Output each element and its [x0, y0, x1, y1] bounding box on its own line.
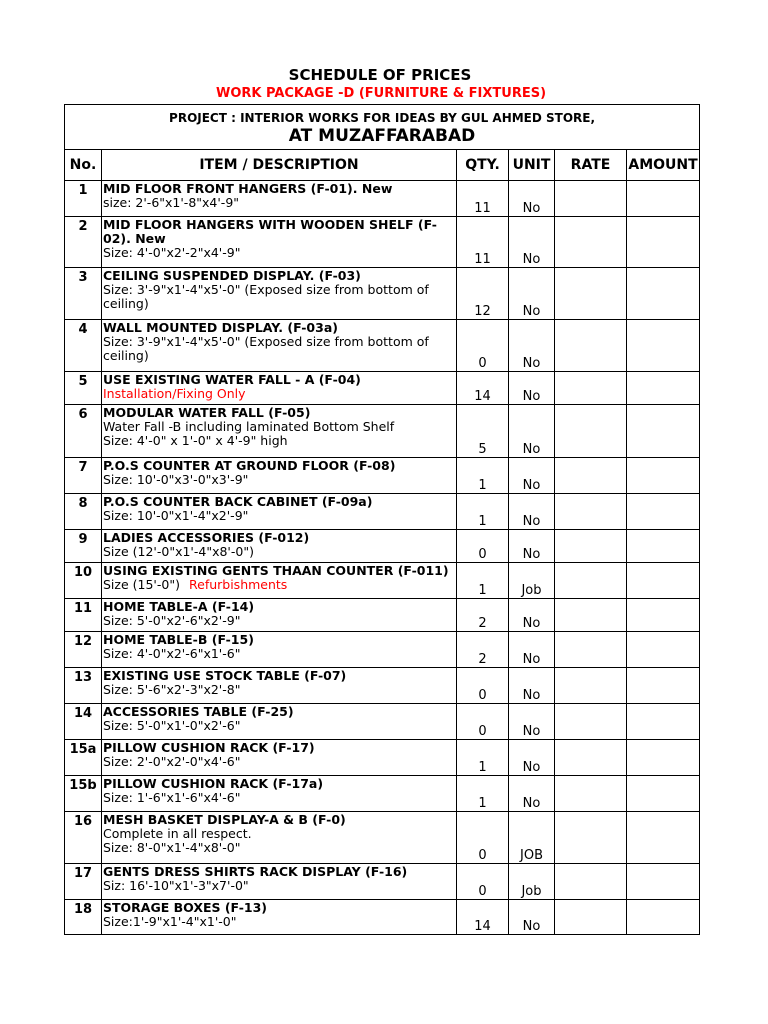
item-rate — [555, 900, 627, 935]
table-row — [65, 405, 700, 458]
item-unit: No — [509, 668, 555, 704]
table-row — [65, 704, 700, 740]
item-amount — [627, 900, 700, 935]
item-number: 11 — [65, 599, 102, 632]
table-row — [65, 900, 700, 935]
item-title: WALL MOUNTED DISPLAY. (F-03a) — [103, 320, 338, 335]
item-number: 13 — [65, 668, 102, 704]
col-header-amount: AMOUNT — [627, 150, 700, 181]
item-unit: No — [509, 217, 555, 268]
item-unit: Job — [509, 563, 555, 599]
item-number: 12 — [65, 632, 102, 668]
item-description — [102, 405, 457, 458]
item-description — [102, 458, 457, 494]
item-amount — [627, 812, 700, 864]
col-header-unit: UNIT — [509, 150, 555, 181]
item-unit: Job — [509, 864, 555, 900]
item-description — [102, 668, 457, 704]
item-amount — [627, 458, 700, 494]
item-unit: No — [509, 704, 555, 740]
item-rate — [555, 458, 627, 494]
item-spec: Size: 4'-0"x2'-6"x1'-6" — [103, 646, 241, 661]
table-row — [65, 812, 700, 864]
table-row — [65, 599, 700, 632]
table-row — [65, 632, 700, 668]
table-row — [65, 320, 700, 372]
item-spec: Size: 4'-0" x 1'-0" x 4'-9" high — [103, 433, 288, 448]
item-spec-with-note — [103, 578, 455, 592]
item-spec: Size: 8'-0"x1'-4"x8'-0" — [103, 840, 241, 855]
item-description — [102, 217, 457, 268]
item-note: Refurbishments — [189, 577, 288, 592]
item-number: 18 — [65, 900, 102, 935]
item-rate — [555, 217, 627, 268]
item-unit: No — [509, 405, 555, 458]
item-spec: Size: 4'-0"x2'-2"x4'-9" — [103, 245, 241, 260]
item-unit: No — [509, 372, 555, 405]
item-amount — [627, 268, 700, 320]
item-amount — [627, 372, 700, 405]
item-title: LADIES ACCESSORIES (F-012) — [103, 530, 310, 545]
item-qty: 0 — [457, 864, 509, 900]
document-title: SCHEDULE OF PRICES — [288, 66, 472, 84]
item-amount — [627, 668, 700, 704]
item-title: MESH BASKET DISPLAY-A & B (F-0) — [103, 812, 346, 827]
item-spec: Siz: 16'-10"x1'-3"x7'-0" — [103, 878, 249, 893]
item-description — [102, 268, 457, 320]
item-title: PILLOW CUSHION RACK (F-17a) — [103, 776, 324, 791]
item-rate — [555, 776, 627, 812]
item-title: USE EXISTING WATER FALL - A (F-04) — [103, 372, 361, 387]
item-qty: 1 — [457, 458, 509, 494]
item-qty: 1 — [457, 563, 509, 599]
item-number: 15b — [65, 776, 102, 812]
item-number: 6 — [65, 405, 102, 458]
item-amount — [627, 405, 700, 458]
item-description — [102, 181, 457, 217]
item-description — [102, 320, 457, 372]
item-amount — [627, 599, 700, 632]
item-spec: size: 2'-6"x1'-8"x4'-9" — [103, 195, 240, 210]
item-rate — [555, 668, 627, 704]
item-unit: No — [509, 530, 555, 563]
item-qty: 0 — [457, 530, 509, 563]
item-amount — [627, 563, 700, 599]
item-title: CEILING SUSPENDED DISPLAY. (F-03) — [103, 268, 361, 283]
item-unit: No — [509, 632, 555, 668]
item-amount — [627, 530, 700, 563]
item-unit: No — [509, 320, 555, 372]
item-title: GENTS DRESS SHIRTS RACK DISPLAY (F-16) — [103, 864, 408, 879]
item-description — [102, 776, 457, 812]
item-unit: JOB — [509, 812, 555, 864]
item-qty: 1 — [457, 494, 509, 530]
item-description — [102, 599, 457, 632]
item-number: 15a — [65, 740, 102, 776]
item-amount — [627, 320, 700, 372]
item-spec: Size: 2'-0"x2'-0"x4'-6" — [103, 754, 241, 769]
item-number: 4 — [65, 320, 102, 372]
item-amount — [627, 740, 700, 776]
item-rate — [555, 864, 627, 900]
item-number: 7 — [65, 458, 102, 494]
item-rate — [555, 405, 627, 458]
item-description — [102, 812, 457, 864]
item-spec: Size: 5'-6"x2'-3"x2'-8" — [103, 682, 241, 697]
item-spec: Size (12'-0"x1'-4"x8'-0") — [103, 544, 254, 559]
item-spec: Complete in all respect. — [103, 826, 252, 841]
table-row — [65, 563, 700, 599]
item-amount — [627, 217, 700, 268]
item-rate — [555, 812, 627, 864]
table-row — [65, 217, 700, 268]
item-spec: Size:1'-9"x1'-4"x1'-0" — [103, 914, 237, 929]
item-qty: 0 — [457, 320, 509, 372]
col-header-rate: RATE — [555, 150, 627, 181]
item-rate — [555, 632, 627, 668]
item-spec: Size: 1'-6"x1'-6"x4'-6" — [103, 790, 241, 805]
table-row — [65, 494, 700, 530]
item-amount — [627, 864, 700, 900]
item-title: P.O.S COUNTER AT GROUND FLOOR (F-08) — [103, 458, 396, 473]
item-spec: Size (15'-0") — [103, 577, 180, 592]
item-amount — [627, 494, 700, 530]
item-title: P.O.S COUNTER BACK CABINET (F-09a) — [103, 494, 373, 509]
table-row — [65, 776, 700, 812]
item-description — [102, 900, 457, 935]
item-qty: 14 — [457, 372, 509, 405]
item-spec: Size: 5'-0"x1'-0"x2'-6" — [103, 718, 241, 733]
col-header-item: ITEM / DESCRIPTION — [102, 150, 457, 181]
item-unit: No — [509, 494, 555, 530]
item-unit: No — [509, 900, 555, 935]
item-note: Installation/Fixing Only — [103, 386, 246, 401]
item-rate — [555, 268, 627, 320]
item-spec: Water Fall -B including laminated Bottom Shelf — [103, 419, 395, 434]
item-number: 5 — [65, 372, 102, 405]
item-number: 10 — [65, 563, 102, 599]
item-number: 16 — [65, 812, 102, 864]
item-qty: 1 — [457, 740, 509, 776]
table-row — [65, 668, 700, 704]
item-description — [102, 740, 457, 776]
col-header-qty: QTY. — [457, 150, 509, 181]
item-number: 17 — [65, 864, 102, 900]
project-line-1: PROJECT : INTERIOR WORKS FOR IDEAS BY GUL AHMED STORE, — [169, 111, 596, 125]
item-rate — [555, 563, 627, 599]
project-cell — [65, 105, 700, 150]
item-unit: No — [509, 458, 555, 494]
item-spec: Size: 3'-9"x1'-4"x5'-0" (Exposed size from bottom of ceiling) — [103, 334, 429, 363]
item-qty: 0 — [457, 812, 509, 864]
item-spec: Size: 10'-0"x1'-4"x2'-9" — [103, 508, 249, 523]
item-number: 8 — [65, 494, 102, 530]
item-amount — [627, 181, 700, 217]
item-title: STORAGE BOXES (F-13) — [103, 900, 268, 915]
table-row — [65, 372, 700, 405]
item-description — [102, 494, 457, 530]
item-title: HOME TABLE-A (F-14) — [103, 599, 255, 614]
project-row — [65, 105, 700, 150]
item-qty: 11 — [457, 181, 509, 217]
table-row — [65, 530, 700, 563]
item-title: MODULAR WATER FALL (F-05) — [103, 405, 311, 420]
item-unit: No — [509, 268, 555, 320]
item-qty: 11 — [457, 217, 509, 268]
item-amount — [627, 632, 700, 668]
item-title: EXISTING USE STOCK TABLE (F-07) — [103, 668, 347, 683]
table-row — [65, 268, 700, 320]
item-description — [102, 864, 457, 900]
item-number: 9 — [65, 530, 102, 563]
item-number: 2 — [65, 217, 102, 268]
project-location: AT MUZAFFARABAD — [288, 126, 476, 146]
item-rate — [555, 320, 627, 372]
item-rate — [555, 599, 627, 632]
item-title: PILLOW CUSHION RACK (F-17) — [103, 740, 315, 755]
item-unit: No — [509, 181, 555, 217]
item-qty: 12 — [457, 268, 509, 320]
item-number: 14 — [65, 704, 102, 740]
item-qty: 1 — [457, 776, 509, 812]
work-package-subtitle: WORK PACKAGE -D (FURNITURE & FIXTURES) — [215, 86, 547, 101]
item-description — [102, 704, 457, 740]
item-title: HOME TABLE-B (F-15) — [103, 632, 254, 647]
item-spec: Size: 5'-0"x2'-6"x2'-9" — [103, 613, 241, 628]
item-unit: No — [509, 599, 555, 632]
item-unit: No — [509, 776, 555, 812]
table-row — [65, 864, 700, 900]
item-qty: 5 — [457, 405, 509, 458]
col-header-no: No. — [65, 150, 102, 181]
item-rate — [555, 530, 627, 563]
item-qty: 14 — [457, 900, 509, 935]
table-row — [65, 181, 700, 217]
item-qty: 2 — [457, 632, 509, 668]
item-description — [102, 372, 457, 405]
table-row — [65, 458, 700, 494]
item-amount — [627, 704, 700, 740]
item-qty: 0 — [457, 704, 509, 740]
item-qty: 0 — [457, 668, 509, 704]
item-spec: Size: 10'-0"x3'-0"x3'-9" — [103, 472, 249, 487]
item-rate — [555, 494, 627, 530]
item-description — [102, 632, 457, 668]
item-spec: Size: 3'-9"x1'-4"x5'-0" (Exposed size from bottom of ceiling) — [103, 282, 429, 311]
item-unit: No — [509, 740, 555, 776]
item-number: 1 — [65, 181, 102, 217]
item-title: USING EXISTING GENTS THAAN COUNTER (F-011) — [103, 563, 449, 578]
item-number: 3 — [65, 268, 102, 320]
item-rate — [555, 181, 627, 217]
item-rate — [555, 740, 627, 776]
column-header-row — [65, 150, 700, 181]
item-description — [102, 530, 457, 563]
item-rate — [555, 704, 627, 740]
item-title: MID FLOOR HANGERS WITH WOODEN SHELF (F-02). New — [103, 217, 437, 246]
price-schedule-table — [64, 104, 700, 935]
item-rate — [555, 372, 627, 405]
table-row — [65, 740, 700, 776]
item-amount — [627, 776, 700, 812]
item-qty: 2 — [457, 599, 509, 632]
item-description — [102, 563, 457, 599]
item-title: MID FLOOR FRONT HANGERS (F-01). New — [103, 181, 393, 196]
item-title: ACCESSORIES TABLE (F-25) — [103, 704, 294, 719]
